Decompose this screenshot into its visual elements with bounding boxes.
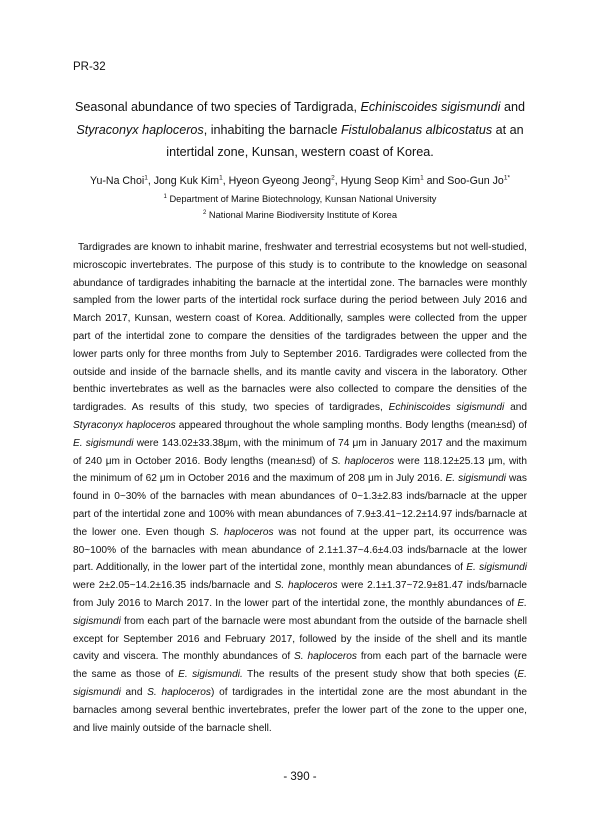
species-name: S. haploceros bbox=[209, 526, 274, 538]
species-name: E. sigismundi bbox=[466, 562, 527, 574]
affiliation-mark: 1 bbox=[163, 193, 167, 200]
abstract-text: Tardigrades are known to inhabit marine, freshwater and terrestrial ecosystems but not well-studied, microscopic invertebrates. The purpose of this study is to contribute to the knowledge on seasonal abundance of tardigrades inhabiting the barnacle at the intertidal zone. The barnacles were monthly sampled from the lower parts of the intertidal rock surface during the period between July 2016 and March 2017, Kunsan, western coast of Korea. Additionally, samples were collected from the upper part of the intertidal zone to compare the densities of the tardigrades between the upper and the lower parts only for three months from July to September 2016. Tardigrades were collected from the outside and inside of the barnacle shells, and its mantle cavity and viscera in the laboratory. Other benthic invertebrates as well as the barnacles were also collected to compare the densities of the tardigrades. As results of this study, two species of tardigrades, bbox=[73, 242, 527, 414]
species-name: S. haploceros bbox=[331, 455, 395, 467]
paper-id: PR-32 bbox=[73, 61, 106, 73]
author-name: Jong Kuk Kim bbox=[153, 175, 220, 187]
author-name: Yu-Na Choi bbox=[90, 175, 145, 187]
paper-title bbox=[60, 96, 540, 164]
affiliation-text: Department of Marine Biotechnology, Kunsan National University bbox=[169, 194, 437, 204]
abstract-text: and bbox=[120, 686, 148, 698]
species-name: S. haploceros bbox=[274, 580, 338, 592]
species-name: E. sigismundi bbox=[73, 597, 527, 627]
author-list bbox=[60, 174, 540, 188]
author-affiliation-mark: 1 bbox=[144, 174, 148, 182]
species-name: S. haploceros bbox=[147, 686, 211, 698]
species-name: E. sigismundi bbox=[73, 437, 134, 449]
abstract-text: were 2.1±1.37~72.9±81.47 inds/barnacle from July 2016 to March 2017. In the lower part of the intertidal zone, the monthly abundances of bbox=[73, 580, 527, 609]
species-name: E. sigismundi bbox=[73, 669, 527, 698]
title-species: Fistulobalanus albicostatus bbox=[340, 122, 493, 137]
title-text: at an intertidal zone, Kunsan, western coast of Korea. bbox=[166, 122, 524, 159]
author-name: Soo-Gun Jo bbox=[447, 175, 504, 187]
author-affiliation-mark: 2 bbox=[331, 174, 335, 182]
title-text: and bbox=[500, 100, 525, 114]
species-name: Styraconyx haploceros bbox=[73, 419, 176, 431]
author-separator: , bbox=[147, 175, 154, 187]
abstract-text: were 118.12±25.13 μm, with the minimum of 62 μm in October 2016 and the maximum of 208 μm in July 2016. bbox=[73, 455, 527, 485]
species-name: Echiniscoides sigismundi bbox=[388, 402, 505, 414]
abstract-text: from each part of the barnacle were the same as those of bbox=[73, 651, 527, 681]
author-separator: and bbox=[423, 175, 448, 187]
abstract-text: and bbox=[504, 402, 527, 414]
abstract-text: was found in 0~30% of the barnacles with mean abundances of 0~1.3±2.83 inds/barnacle at the upper part of the intertidal zone and 100% with mean abundances of 7.9±3.41~12.2±14.97 inds/barnacle at the lower one. Even though bbox=[73, 473, 527, 538]
abstract-text: ) of tardigrades in the intertidal zone are the most abundant in the barnacles among several benthic invertebrates, prefer the lower part of the zone to the upper one, and live mainly outside of the barnacle shell. bbox=[73, 686, 527, 734]
author-name: Hyung Seop Kim bbox=[340, 175, 421, 187]
title-species: Styraconyx haploceros bbox=[76, 122, 204, 137]
abstract-body bbox=[73, 239, 527, 737]
title-species: Echiniscoides sigismundi bbox=[360, 100, 501, 114]
author-affiliation-mark: 1 bbox=[420, 174, 424, 182]
author-affiliation-mark: 1 bbox=[219, 174, 223, 182]
abstract-text: were 143.02±33.38μm, with the minimum of 74 μm in January 2017 and the maximum of 240 μm in October 2016. Body lengths (mean±sd) of bbox=[73, 437, 527, 467]
species-name: S. haploceros bbox=[294, 651, 357, 663]
affiliation-mark: 2 bbox=[202, 209, 207, 216]
affiliation-text: National Marine Biodiversity Institute of Korea bbox=[208, 210, 398, 220]
author-separator: , bbox=[334, 175, 341, 187]
page-number: - 390 - bbox=[283, 771, 317, 783]
abstract-text: were 2±2.05~14.2±16.35 inds/barnacle and bbox=[73, 580, 275, 592]
abstract-text: was not found at the upper part, its occurrence was 80~100% of the barnacles with mean abundance of 2.1±1.37~4.6±4.03 inds/barnacle at the lower part. Additionally, in the lower part of the intertidal zone, monthly mean abundances of bbox=[73, 526, 527, 574]
affiliation-1 bbox=[60, 193, 540, 205]
affiliation-2 bbox=[60, 209, 540, 221]
title-text: Seasonal abundance of two species of Tardigrada, bbox=[75, 100, 361, 114]
abstract-text: appeared throughout the whole sampling months. Body lengths (mean±sd) of bbox=[175, 419, 527, 431]
species-name: E. sigismundi bbox=[445, 473, 506, 485]
author-affiliation-mark: 1* bbox=[503, 174, 510, 182]
species-name: E. sigismundi. bbox=[178, 669, 243, 681]
author-separator: , bbox=[222, 175, 229, 187]
abstract-text: The results of the present study show that both species ( bbox=[242, 669, 518, 681]
author-name: Hyeon Gyeong Jeong bbox=[228, 175, 332, 187]
title-text: , inhabiting the barnacle bbox=[203, 122, 341, 137]
abstract-text: from each part of the barnacle were most abundant from the outside of the barnacle shell except for September 2016 and February 2017, followed by the inside of the shell and its mantle cavity and viscera. The monthly abundances of bbox=[73, 615, 527, 663]
